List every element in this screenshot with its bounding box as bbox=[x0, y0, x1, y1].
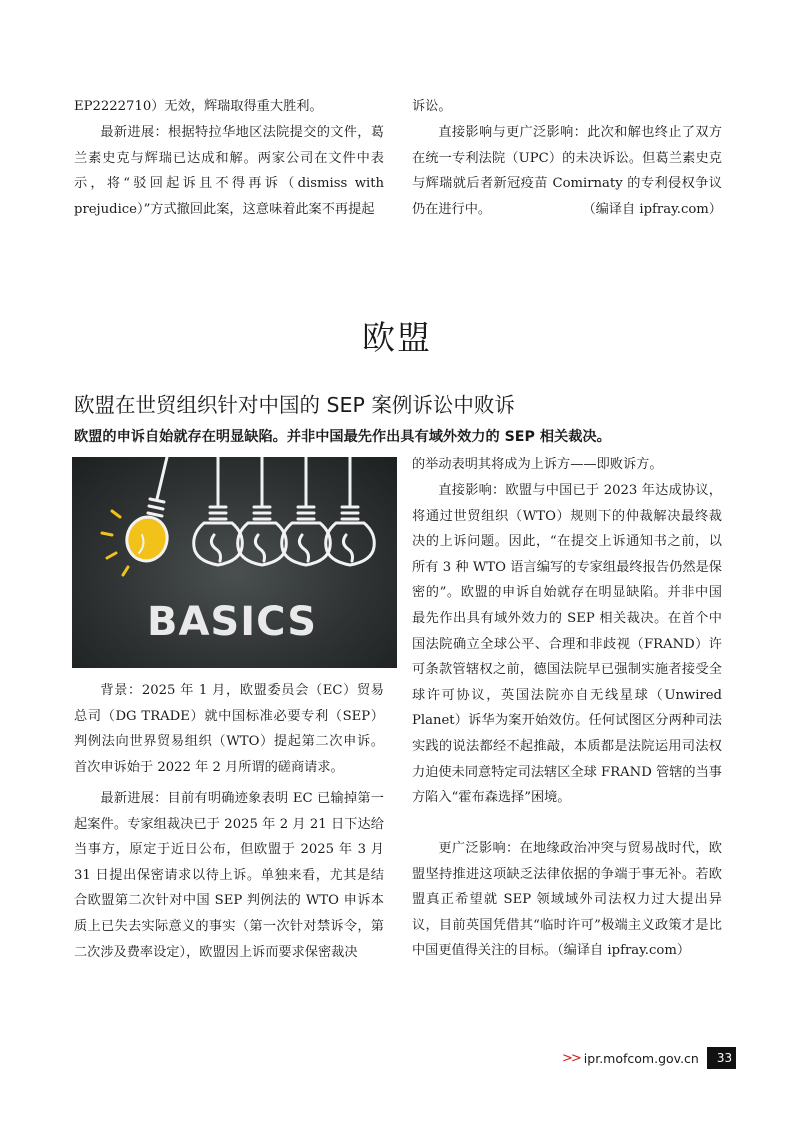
unlit-bulbs-icon bbox=[194, 457, 375, 565]
article-left-paragraph-2: 最新进展：目前有明确迹象表明 EC 已输掉第一起案件。专家组裁决已于 2025 年 2 月 21 日下达给当事方，原定于近日公布，但欧盟于 2025 年 3 月 31 日提出保密请求以待上诉。单独来看，尤其是结合欧盟第二次针对中国 SEP 判例法的 WTO 申诉本质上已失去实际意义的事实（第一次针对禁诉令，第二次涉及费率设定），欧盟因上诉而要求保密裁决 bbox=[74, 791, 384, 960]
article-right-paragraph-3-text: 更广泛影响：在地缘政治冲突与贸易战时代，欧盟坚持推进这项缺乏法律依据的争端于事无补。若欧盟真正希望就 SEP 领域域外司法权力过大提出异议，目前英国凭借其“临时许可”极端主义政策才是比中国更值得关注的目标。 bbox=[412, 841, 722, 959]
source-note: （编译自 ipfray.com） bbox=[582, 201, 722, 217]
article-right-paragraph-3 bbox=[412, 836, 722, 964]
top-left-paragraph-2: 最新进展：根据特拉华地区法院提交的文件，葛兰素史克与辉瑞已达成和解。两家公司在文件中表示，将“驳回起诉且不得再诉（dismiss with prejudice）”方式撤回此案，这意味着此案不再提起 bbox=[74, 125, 384, 217]
lit-bulb-icon bbox=[102, 457, 172, 575]
footer-url[interactable]: ipr.mofcom.gov.cn bbox=[583, 1050, 699, 1066]
basics-lightbulbs-image bbox=[72, 457, 397, 668]
article-right-paragraph-2: 直接影响：欧盟与中国已于 2023 年达成协议，将通过世贸组织（WTO）规则下的仲裁解决最终裁决的上诉问题。因此，“在提交上诉通知书之前，以所有 3 种 WTO 语言编写的专家组最终报告仍然是保密的”。欧盟的申诉自始就存在明显缺陷。并非中国最先作出具有域外效力的 SEP 相关裁决。在首个中国法院确立全球公平、合理和非歧视（FRAND）许可条款管辖权之前，德国法院早已强制实施者接受全球许可协议，英国法院亦自无线星球（Unwired Planet）诉华为案开始效仿。任何试图区分两种司法实践的说法都经不起推敲，本质都是法院运用司法权力迫使未同意特定司法辖区全球 FRAND 管辖的当事方陷入“霍布森选择”困境。 bbox=[412, 483, 722, 806]
article-title: 欧盟在世贸组织针对中国的 SEP 案例诉讼中败诉 bbox=[74, 393, 515, 417]
article-right-paragraph-1: 的举动表明其将成为上诉方——即败诉方。 bbox=[412, 457, 663, 472]
section-title: 欧盟 bbox=[362, 318, 432, 357]
source-note: （编译自 ipfray.com） bbox=[557, 943, 691, 959]
top-right-paragraph-1: 诉讼。 bbox=[412, 99, 452, 114]
top-right-paragraph-2-text: 直接影响与更广泛影响：此次和解也终止了双方在统一专利法院（UPC）的未决诉讼。但葛兰素史克与辉瑞就后者新冠疫苗 Comirnaty 的专利侵权争议仍在进行中。 bbox=[412, 125, 722, 217]
page-number: 33 bbox=[707, 1047, 736, 1069]
double-chevron-icon: >> bbox=[562, 1050, 580, 1066]
page-footer bbox=[562, 1047, 736, 1069]
article-left-paragraph-1: 背景：2025 年 1 月，欧盟委员会（EC）贸易总司（DG TRADE）就中国标准必要专利（SEP）判例法向世界贸易组织（WTO）提起第二次申诉。首次申诉始于 2022 年 2 月所谓的磋商请求。 bbox=[74, 683, 384, 775]
article-subtitle: 欧盟的申诉自始就存在明显缺陷。并非中国最先作出具有域外效力的 SEP 相关裁决。 bbox=[74, 429, 611, 445]
top-left-paragraph-1: EP2222710）无效，辉瑞取得重大胜利。 bbox=[74, 99, 323, 114]
top-right-paragraph-2 bbox=[412, 120, 722, 222]
basics-label: BASICS bbox=[146, 599, 318, 645]
